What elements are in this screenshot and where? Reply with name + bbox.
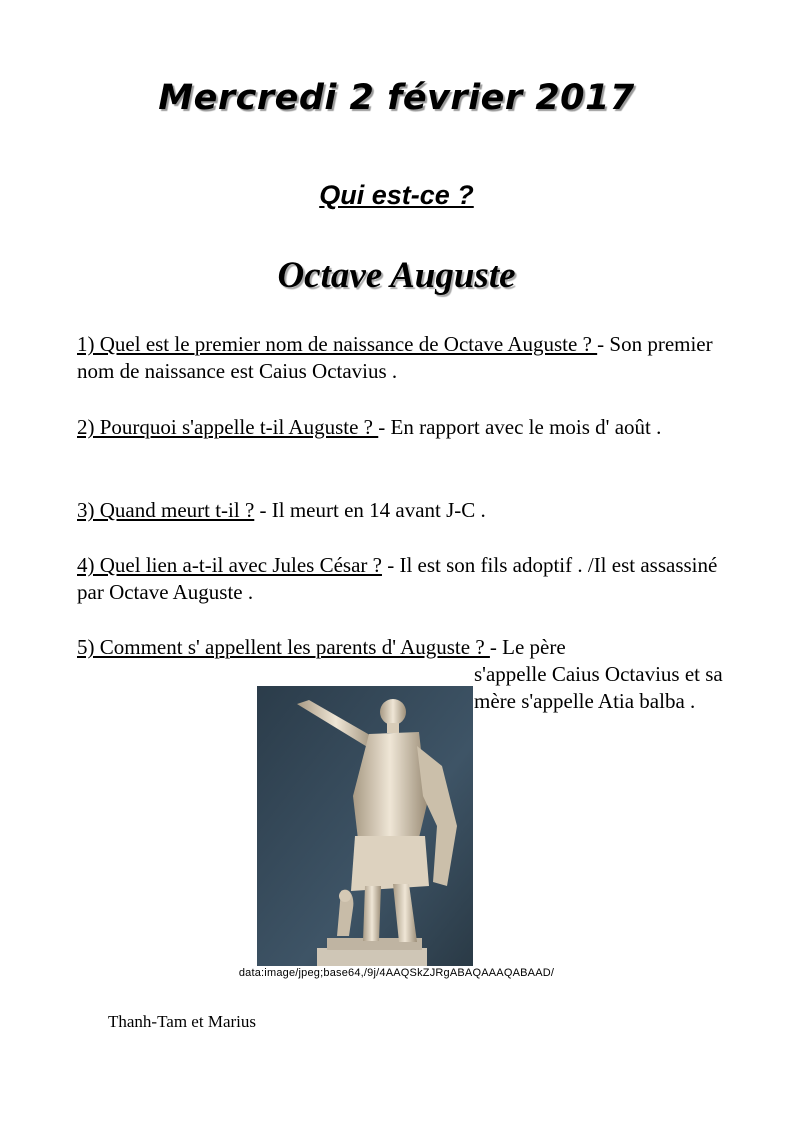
subtitle: Qui est-ce ?	[319, 180, 474, 210]
qa-item-1	[77, 331, 727, 385]
qa-item-3	[77, 497, 727, 524]
image-caption: data:image/jpeg;base64,/9j/4AAQSkZJRgABAQAAAQABAAD/	[238, 967, 555, 979]
authors: Thanh-Tam et Marius	[108, 1012, 256, 1031]
page-date: Mercredi 2 février 2017	[158, 78, 635, 118]
qa-item-2	[77, 414, 727, 441]
answer-1: - Son premier nom de naissance est Caius Octavius .	[77, 332, 713, 383]
answer-4: - Il est son fils adoptif . /Il est assassiné par Octave Auguste .	[77, 553, 718, 604]
question-5: 5) Comment s' appellent les parents d' Auguste ?	[77, 635, 490, 659]
qa-item-4	[77, 552, 727, 606]
answer-2: - En rapport avec le mois d' août .	[378, 415, 662, 439]
statue-image	[257, 686, 473, 966]
answer-3: - Il meurt en 14 avant J-C .	[254, 498, 486, 522]
qa-item-5	[77, 634, 566, 661]
question-4: 4) Quel lien a-t-il avec Jules César ?	[77, 553, 382, 577]
answer-5-start: - Le père	[489, 635, 566, 659]
question-3: 3) Quand meurt t-il ?	[77, 498, 255, 522]
question-1: 1) Quel est le premier nom de naissance de Octave Auguste ?	[77, 332, 598, 356]
answer-5-continued: s'appelle Caius Octavius et sa mère s'appelle Atia balba .	[474, 662, 723, 713]
page-title: Octave Auguste	[277, 255, 516, 296]
question-2: 2) Pourquoi s'appelle t-il Auguste ?	[77, 415, 379, 439]
